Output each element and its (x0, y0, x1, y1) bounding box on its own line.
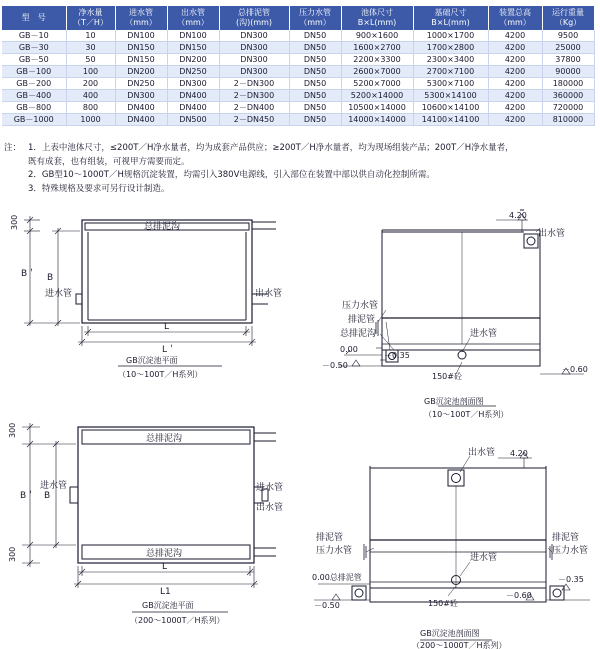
section-large-sludge-box-right (550, 586, 564, 600)
column-header-line: （mm） (299, 18, 331, 27)
table-cell: GB－10 (2, 30, 66, 42)
plan-small-dim-b-prime: B＇ (21, 269, 37, 279)
column-header-line: B×L(mm) (431, 18, 470, 27)
section-small-elev-050: －0.50 (322, 361, 348, 370)
section-small-elev-060: －0.60 (562, 365, 588, 374)
table-cell: 4200 (488, 54, 542, 66)
table-cell: DN50 (289, 42, 341, 54)
table-cell: DN200 (115, 66, 167, 78)
plan-large-inlet-label: 进水管 (40, 481, 68, 491)
plan-large-dim-l1: L1 (160, 587, 171, 597)
column-header-line: 进水管 (129, 8, 153, 17)
plan-small-inlet-label: 进水管 (45, 289, 73, 299)
column-header-line: 装置总高 (499, 8, 531, 17)
table-cell: DN400 (115, 114, 167, 126)
column-header-line: 出水管 (181, 8, 205, 17)
section-large-sludge-left: 排泥管 (316, 533, 344, 543)
table-cell: 360000 (542, 90, 594, 102)
plan-large-inlet-stub (70, 487, 78, 503)
table-cell: DN400 (115, 102, 167, 114)
table-cell: 10500×14000 (341, 102, 413, 114)
table-cell: GB－400 (2, 90, 66, 102)
plan-small-dim-l-prime: L＇ (162, 345, 177, 355)
table-cell: DN50 (289, 30, 341, 42)
plan-small-dim-300: 300 (10, 214, 19, 230)
table-cell: GB－100 (2, 66, 66, 78)
table-cell: 10 (66, 30, 115, 42)
section-large-caption-range: （200～1000T／H系列） (412, 641, 507, 649)
table-cell: 9500 (542, 30, 594, 42)
section-small-elev-top: 4.20 (509, 211, 527, 220)
table-cell: 37800 (542, 54, 594, 66)
section-small-outlet-pipe (527, 237, 535, 245)
note-1-line-1: 1．上表中池体尺寸，≤200T／H净水量者，均为成套产品供应；≥200T／H净水量者，均为现场组装产品；200T／H净水量者， (28, 143, 514, 153)
table-cell: 1000×1700 (413, 30, 488, 42)
column-header-line: 压力水管 (299, 8, 331, 17)
table-cell: 720000 (542, 102, 594, 114)
plan-large-pipe-label-2: 出水管 (256, 503, 284, 513)
section-large-inlet-label: 进水管 (470, 553, 498, 563)
plan-large-dim-300-top: 300 (8, 422, 17, 438)
table-cell: GB－800 (2, 102, 66, 114)
table-cell: 2－DN300 (219, 90, 289, 102)
column-header-line: (沟)(mm) (235, 18, 273, 27)
section-large-elev-050: －0.50 (314, 601, 340, 610)
table-cell: 200 (66, 78, 115, 90)
plan-small-dim-l: L (164, 322, 170, 332)
table-cell: 400 (66, 90, 115, 102)
section-small-caption: GB沉淀池剖面图 (424, 397, 484, 406)
table-cell: 4200 (488, 66, 542, 78)
column-header-line: （mm） (177, 18, 209, 27)
table-cell: 10600×14100 (413, 102, 488, 114)
table-cell: 30 (66, 42, 115, 54)
column-header-line: 总排泥管 (238, 8, 270, 17)
table-cell: 900×1600 (341, 30, 413, 42)
table-cell: 14100×14100 (413, 114, 488, 126)
plan-small-channel-label: 总排泥沟 (144, 222, 181, 232)
table-cell: 4200 (488, 78, 542, 90)
table-cell: 2－DN300 (219, 78, 289, 90)
table-cell: GB－200 (2, 78, 66, 90)
table-cell: 100 (66, 66, 115, 78)
plan-large-caption-range: （200～1000T／H系列） (130, 616, 225, 625)
table-cell: 2200×3300 (341, 54, 413, 66)
table-cell: 1600×2700 (341, 42, 413, 54)
table-cell: 5200×14000 (341, 90, 413, 102)
table-cell: 90000 (542, 66, 594, 78)
column-header-line: 净水量 (78, 8, 103, 17)
column-header-line: 池体尺寸 (361, 8, 393, 17)
table-cell: DN300 (219, 42, 289, 54)
table-cell: DN50 (289, 54, 341, 66)
table-cell: 4200 (488, 30, 542, 42)
table-cell: DN50 (289, 78, 341, 90)
section-large-elev-zero: 0.00总排泥管 (312, 573, 362, 582)
section-small-pressure-label: 压力水管 (342, 301, 379, 311)
table-cell: 800 (66, 102, 115, 114)
section-large-elev-035: －0.35 (558, 575, 584, 584)
column-header-line: B×L(mm) (357, 18, 397, 27)
section-small-channel-label: 总排泥沟 (340, 329, 377, 339)
plan-large-channel-top-label: 总排泥沟 (146, 434, 183, 444)
section-large-elev-060: －0.60 (506, 591, 532, 600)
table-cell: 4200 (488, 90, 542, 102)
section-small-elev-035: －0.35 (384, 351, 410, 360)
section-large-outlet-box (448, 470, 464, 486)
table-cell: 5300×14100 (413, 90, 488, 102)
table-cell: 1000 (66, 114, 115, 126)
section-small-caption-range: （10～100T／H系列） (424, 410, 509, 419)
section-large-outlet-label: 出水管 (468, 448, 496, 458)
table-cell: DN300 (115, 90, 167, 102)
table-cell: 5300×7100 (413, 78, 488, 90)
plan-large-pipe-label-1: 进水管 (256, 483, 284, 493)
table-cell: 25000 (542, 42, 594, 54)
table-cell: DN300 (219, 54, 289, 66)
column-header-line: （Kg） (554, 18, 582, 27)
table-cell: 180000 (542, 78, 594, 90)
notes-lead: 注： (4, 143, 22, 153)
table-cell: 5200×7000 (341, 78, 413, 90)
plan-small-caption-range: （10～100T／H系列） (118, 370, 203, 379)
section-large-pressure-right: 压力水管 (552, 546, 589, 556)
table-cell: 2－DN450 (219, 114, 289, 126)
plan-small-dim-b: B (47, 273, 54, 283)
plan-large-dim-b: B (44, 491, 51, 501)
column-header-line: （mm） (125, 18, 157, 27)
section-large-sludge-box-left (352, 586, 366, 600)
plan-small-caption: GB沉淀池平面 (126, 356, 178, 365)
table-cell: 4200 (488, 42, 542, 54)
table-cell: DN400 (167, 90, 219, 102)
table-cell: 4200 (488, 102, 542, 114)
table-cell: 4200 (488, 114, 542, 126)
table-cell: DN500 (167, 114, 219, 126)
table-cell: DN100 (115, 30, 167, 42)
table-cell: 1700×2800 (413, 42, 488, 54)
table-cell: 2600×7000 (341, 66, 413, 78)
plan-large-dim-300-bottom: 300 (8, 546, 17, 562)
column-header-line: 型 号 (21, 13, 46, 22)
section-large-outlet-pipe (452, 474, 461, 483)
section-large (314, 452, 590, 640)
section-small-inlet-pipe (458, 351, 466, 359)
note-3-text: 3．特殊规格及要求可另行设计制造。 (28, 183, 170, 194)
table-cell: 50 (66, 54, 115, 66)
section-small-elev-zero: 0.00 (340, 345, 358, 354)
table-cell: DN200 (167, 54, 219, 66)
plan-large (22, 423, 276, 612)
section-small-inlet-label: 进水管 (470, 329, 498, 339)
table-cell: GB－1000 (2, 114, 66, 126)
plan-large-dim-b-prime: B＇ (20, 491, 36, 501)
plan-small-outlet-label: 出水管 (255, 289, 283, 299)
note-2-text: 2．GB型10～1000T／H规格沉淀装置，均需引入380V电源线，引入部位在装置中部以供自动化控制所需。 (28, 170, 435, 180)
plan-large-caption: GB沉淀池平面 (142, 601, 194, 610)
section-small-outlet-label: 出水管 (538, 229, 566, 239)
table-cell: DN300 (219, 30, 289, 42)
column-header-line: （mm） (499, 18, 531, 27)
section-large-sludge-right: 排泥管 (552, 533, 580, 543)
section-large-caption: GB沉淀池剖面图 (420, 629, 480, 638)
table-cell: DN100 (167, 30, 219, 42)
table-cell: GB－30 (2, 42, 66, 54)
plan-small-inlet-stub (76, 294, 82, 304)
section-large-pressure-left: 压力水管 (316, 546, 353, 556)
table-cell: DN250 (115, 78, 167, 90)
table-cell: DN50 (289, 114, 341, 126)
table-cell: DN250 (167, 66, 219, 78)
section-large-elev-top: 4.20 (510, 449, 528, 458)
column-header-line: 运行重量 (552, 8, 584, 17)
table-cell: DN50 (289, 66, 341, 78)
table-cell: DN300 (167, 78, 219, 90)
table-cell: DN150 (115, 42, 167, 54)
column-header-line: 基础尺寸 (434, 8, 467, 17)
plan-large-dim-l: L (162, 562, 168, 572)
table-cell: DN50 (289, 90, 341, 102)
column-header-line: （T／H） (73, 18, 108, 27)
table-cell: DN400 (167, 102, 219, 114)
table-cell: DN300 (219, 66, 289, 78)
section-small-concrete: 150#砼 (432, 372, 462, 381)
table-cell: GB－50 (2, 54, 66, 66)
section-small-sludge-label: 排泥管 (348, 315, 376, 325)
plan-large-tank (78, 427, 254, 563)
table-cell: DN150 (167, 42, 219, 54)
plan-small-tank (82, 220, 252, 323)
table-cell: DN150 (115, 54, 167, 66)
table-cell: 2300×3400 (413, 54, 488, 66)
table-cell: 2700×7100 (413, 66, 488, 78)
note-1-line-2: 既有成套，也有组装，可视甲方需要而定。 (28, 156, 190, 167)
section-large-concrete: 150#砼 (428, 599, 458, 608)
section-small-outlet-box (524, 234, 538, 248)
table-cell: 14000×14000 (341, 114, 413, 126)
table-cell: 810000 (542, 114, 594, 126)
table-cell: 2－DN400 (219, 102, 289, 114)
table-cell: DN50 (289, 102, 341, 114)
plan-large-channel-bottom-label: 总排泥沟 (146, 549, 183, 559)
